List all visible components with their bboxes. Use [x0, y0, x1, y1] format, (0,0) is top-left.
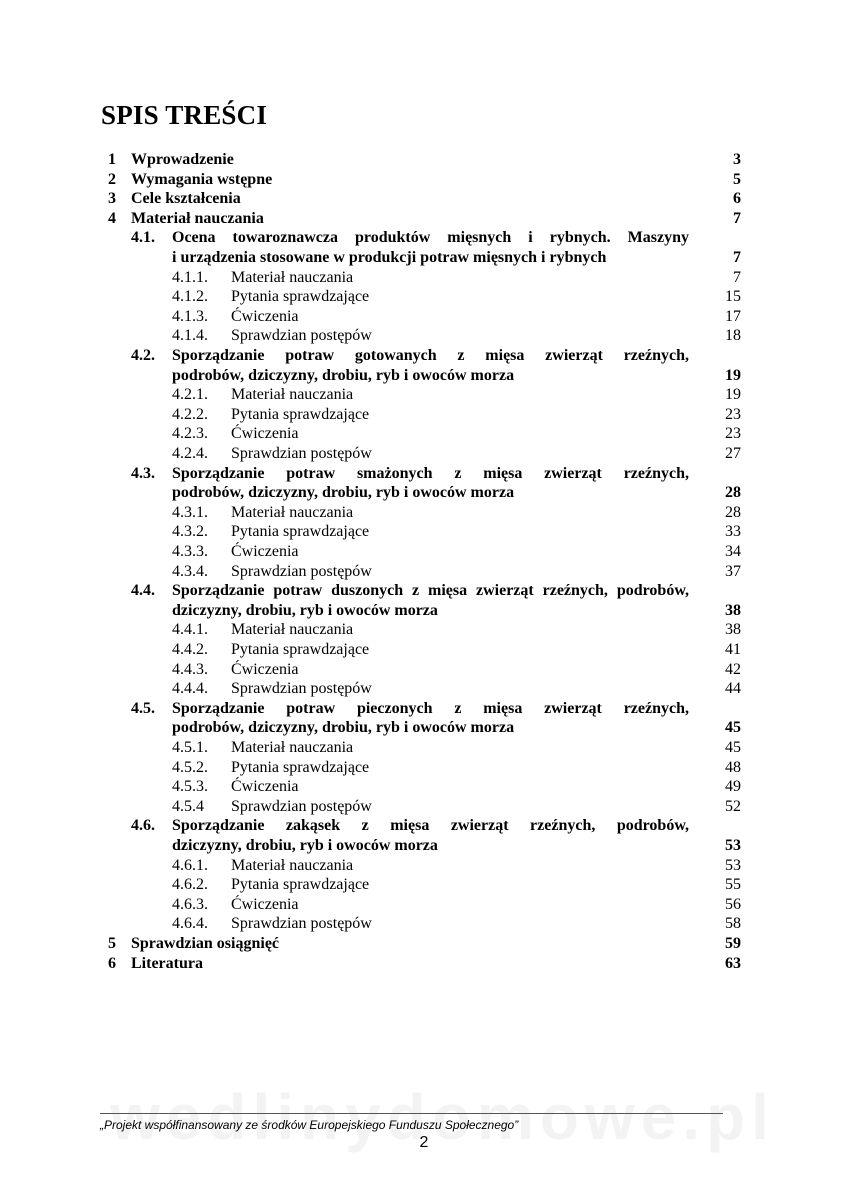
- subsection-number: 4.3.3.: [172, 543, 208, 560]
- section-title-line: dziczyzny, drobiu, ryb i owoców morza: [172, 601, 438, 619]
- subsection-number: 4.1.1.: [172, 268, 208, 286]
- chapter-page: 6: [733, 190, 741, 208]
- toc-section-row: [0, 699, 848, 719]
- toc-subsection-row: [0, 875, 848, 895]
- subsection-page: 38: [725, 621, 741, 639]
- subsection-page: 34: [725, 543, 741, 560]
- subsection-number: 4.5.1.: [172, 739, 208, 756]
- toc-chapter-row: [0, 209, 848, 229]
- chapter-page: 63: [725, 954, 741, 972]
- toc-subsection-row: [0, 307, 848, 327]
- section-title-line: podrobów, dziczyzny, drobiu, ryb i owoców morza: [172, 719, 515, 737]
- subsection-title: Sprawdzian postępów: [231, 562, 372, 580]
- subsection-page: 58: [725, 915, 741, 933]
- section-page: 19: [725, 366, 741, 384]
- subsection-title: Materiał nauczania: [231, 621, 354, 639]
- toc-subsection-row: [0, 444, 848, 464]
- subsection-title: Sprawdzian postępów: [231, 327, 372, 345]
- subsection-title: Sprawdzian postępów: [231, 680, 372, 698]
- subsection-title: Ćwiczenia: [231, 425, 299, 443]
- subsection-title: Ćwiczenia: [231, 543, 299, 560]
- section-title-line: podrobów, dziczyzny, drobiu, ryb i owoców morza: [172, 484, 515, 502]
- subsection-number: 4.2.1.: [172, 386, 208, 404]
- subsection-title: Sprawdzian postępów: [231, 445, 372, 462]
- section-title-line: Sporządzanie potraw gotowanych z mięsa zwierząt rzeźnych,: [172, 347, 689, 364]
- chapter-number: 3: [108, 190, 116, 208]
- toc-subsection-row: [0, 268, 848, 288]
- section-title-line: Sporządzanie zakąsek z mięsa zwierząt rzeźnych, podrobów,: [172, 817, 689, 835]
- subsection-number: 4.6.1.: [172, 856, 208, 874]
- toc-section-row: [0, 816, 848, 836]
- chapter-title: Materiał nauczania: [131, 209, 264, 227]
- subsection-number: 4.1.2.: [172, 288, 208, 306]
- subsection-title: Pytania sprawdzające: [231, 288, 370, 306]
- chapter-page: 5: [733, 170, 741, 188]
- subsection-page: 42: [725, 660, 741, 678]
- toc-section-row-cont: [0, 366, 848, 386]
- subsection-number: 4.2.4.: [172, 445, 208, 462]
- subsection-page: 17: [725, 307, 741, 325]
- section-page: 7: [733, 249, 741, 266]
- chapter-number: 1: [108, 151, 116, 168]
- footer-divider: [100, 1113, 723, 1114]
- toc-chapter-row: [0, 189, 848, 209]
- section-number: 4.3.: [131, 464, 155, 482]
- subsection-page: 52: [725, 797, 741, 815]
- subsection-number: 4.6.2.: [172, 876, 208, 894]
- subsection-page: 15: [725, 288, 741, 306]
- toc-subsection-row: [0, 914, 848, 934]
- chapter-number: 4: [108, 209, 116, 227]
- toc-section-row-cont: [0, 601, 848, 621]
- subsection-number: 4.6.4.: [172, 915, 208, 933]
- section-title-line: podrobów, dziczyzny, drobiu, ryb i owoców morza: [172, 366, 515, 384]
- subsection-number: 4.3.4.: [172, 562, 208, 580]
- section-title-line: Sporządzanie potraw pieczonych z mięsa zwierząt rzeźnych,: [172, 699, 689, 717]
- toc-section-row: [0, 581, 848, 601]
- section-title-line: i urządzenia stosowane w produkcji potraw mięsnych i rybnych: [172, 249, 607, 266]
- subsection-title: Materiał nauczania: [231, 856, 354, 874]
- subsection-number: 4.4.4.: [172, 680, 208, 698]
- subsection-title: Pytania sprawdzające: [231, 641, 370, 658]
- subsection-title: Pytania sprawdzające: [231, 876, 370, 894]
- subsection-page: 33: [725, 523, 741, 541]
- subsection-page: 55: [725, 876, 741, 894]
- toc-subsection-row: [0, 856, 848, 876]
- subsection-number: 4.6.3.: [172, 895, 208, 913]
- section-title-line: Sporządzanie potraw duszonych z mięsa zwierząt rzeźnych, podrobów,: [172, 582, 689, 600]
- subsection-number: 4.4.3.: [172, 660, 208, 678]
- toc-subsection-row: [0, 640, 848, 660]
- section-page: 45: [725, 719, 741, 737]
- subsection-number: 4.5.2.: [172, 758, 208, 776]
- subsection-number: 4.5.4: [172, 797, 204, 815]
- section-title-line: Ocena towaroznawcza produktów mięsnych i rybnych. Maszyny: [172, 229, 689, 247]
- toc-subsection-row: [0, 797, 848, 817]
- subsection-page: 27: [725, 445, 741, 462]
- subsection-number: 4.2.2.: [172, 405, 208, 423]
- subsection-page: 28: [725, 503, 741, 521]
- toc-section-row-cont: [0, 483, 848, 503]
- subsection-page: 19: [725, 386, 741, 404]
- chapter-title: Literatura: [131, 954, 203, 972]
- section-number: 4.2.: [131, 347, 155, 364]
- subsection-title: Ćwiczenia: [231, 778, 299, 796]
- chapter-page: 7: [733, 209, 741, 227]
- toc-subsection-row: [0, 522, 848, 542]
- toc-subsection-row: [0, 562, 848, 582]
- subsection-title: Pytania sprawdzające: [231, 523, 370, 541]
- toc-subsection-row: [0, 620, 848, 640]
- subsection-title: Pytania sprawdzające: [231, 405, 370, 423]
- chapter-title: Wymagania wstępne: [131, 170, 273, 188]
- subsection-title: Sprawdzian postępów: [231, 915, 372, 933]
- toc-subsection-row: [0, 287, 848, 307]
- subsection-page: 49: [725, 778, 741, 796]
- section-number: 4.5.: [131, 699, 155, 717]
- toc-subsection-row: [0, 326, 848, 346]
- subsection-page: 48: [725, 758, 741, 776]
- toc-subsection-row: [0, 895, 848, 915]
- subsection-page: 23: [725, 405, 741, 423]
- chapter-number: 5: [108, 935, 116, 952]
- toc-subsection-row: [0, 758, 848, 778]
- subsection-number: 4.3.2.: [172, 523, 208, 541]
- toc-subsection-row: [0, 385, 848, 405]
- toc-chapter-row: [0, 170, 848, 190]
- subsection-page: 37: [725, 562, 741, 580]
- toc-section-row-cont: [0, 718, 848, 738]
- subsection-page: 56: [725, 895, 741, 913]
- toc-section-row: [0, 464, 848, 484]
- chapter-page: 3: [733, 151, 741, 168]
- toc-subsection-row: [0, 424, 848, 444]
- subsection-title: Ćwiczenia: [231, 307, 299, 325]
- subsection-number: 4.1.3.: [172, 307, 208, 325]
- subsection-page: 45: [725, 739, 741, 756]
- subsection-title: Materiał nauczania: [231, 268, 354, 286]
- chapter-page: 59: [725, 935, 741, 952]
- page-title: SPIS TREŚCI: [101, 100, 268, 130]
- toc-section-row-cont: [0, 248, 848, 268]
- toc-section-row: [0, 228, 848, 248]
- subsection-title: Sprawdzian postępów: [231, 797, 372, 815]
- page-number: 2: [419, 1134, 429, 1151]
- subsection-page: 44: [725, 680, 741, 698]
- subsection-number: 4.1.4.: [172, 327, 208, 345]
- section-title-line: Sporządzanie potraw smażonych z mięsa zwierząt rzeźnych,: [172, 464, 689, 482]
- toc-subsection-row: [0, 738, 848, 758]
- subsection-page: 41: [725, 641, 741, 658]
- subsection-title: Materiał nauczania: [231, 739, 354, 756]
- subsection-title: Materiał nauczania: [231, 503, 354, 521]
- subsection-page: 7: [733, 268, 741, 286]
- section-page: 28: [725, 484, 741, 502]
- subsection-title: Materiał nauczania: [231, 386, 354, 404]
- toc-subsection-row: [0, 660, 848, 680]
- subsection-title: Ćwiczenia: [231, 660, 299, 678]
- subsection-number: 4.4.1.: [172, 621, 208, 639]
- section-title-line: dziczyzny, drobiu, ryb i owoców morza: [172, 837, 438, 854]
- section-number: 4.6.: [131, 817, 155, 835]
- footer-note: „Projekt współfinansowany ze środków Europejskiego Funduszu Społecznego”: [100, 1118, 519, 1132]
- chapter-title: Sprawdzian osiągnięć: [131, 935, 280, 952]
- toc-subsection-row: [0, 503, 848, 523]
- subsection-number: 4.3.1.: [172, 503, 208, 521]
- subsection-page: 23: [725, 425, 741, 443]
- toc-chapter-row: [0, 934, 848, 954]
- toc-section-row-cont: [0, 836, 848, 856]
- toc-subsection-row: [0, 542, 848, 562]
- toc-chapter-row: [0, 150, 848, 170]
- subsection-number: 4.2.3.: [172, 425, 208, 443]
- chapter-number: 6: [108, 954, 116, 972]
- chapter-title: Cele kształcenia: [131, 190, 241, 208]
- section-page: 53: [725, 837, 741, 854]
- subsection-page: 53: [725, 856, 741, 874]
- subsection-title: Ćwiczenia: [231, 895, 299, 913]
- section-page: 38: [725, 601, 741, 619]
- toc-section-row: [0, 346, 848, 366]
- toc-subsection-row: [0, 405, 848, 425]
- section-number: 4.1.: [131, 229, 155, 247]
- toc-chapter-row: [0, 954, 848, 974]
- subsection-number: 4.5.3.: [172, 778, 208, 796]
- toc-subsection-row: [0, 679, 848, 699]
- toc-subsection-row: [0, 777, 848, 797]
- subsection-number: 4.4.2.: [172, 641, 208, 658]
- subsection-page: 18: [725, 327, 741, 345]
- subsection-title: Pytania sprawdzające: [231, 758, 370, 776]
- chapter-number: 2: [108, 170, 116, 188]
- section-number: 4.4.: [131, 582, 155, 600]
- chapter-title: Wprowadzenie: [131, 151, 234, 168]
